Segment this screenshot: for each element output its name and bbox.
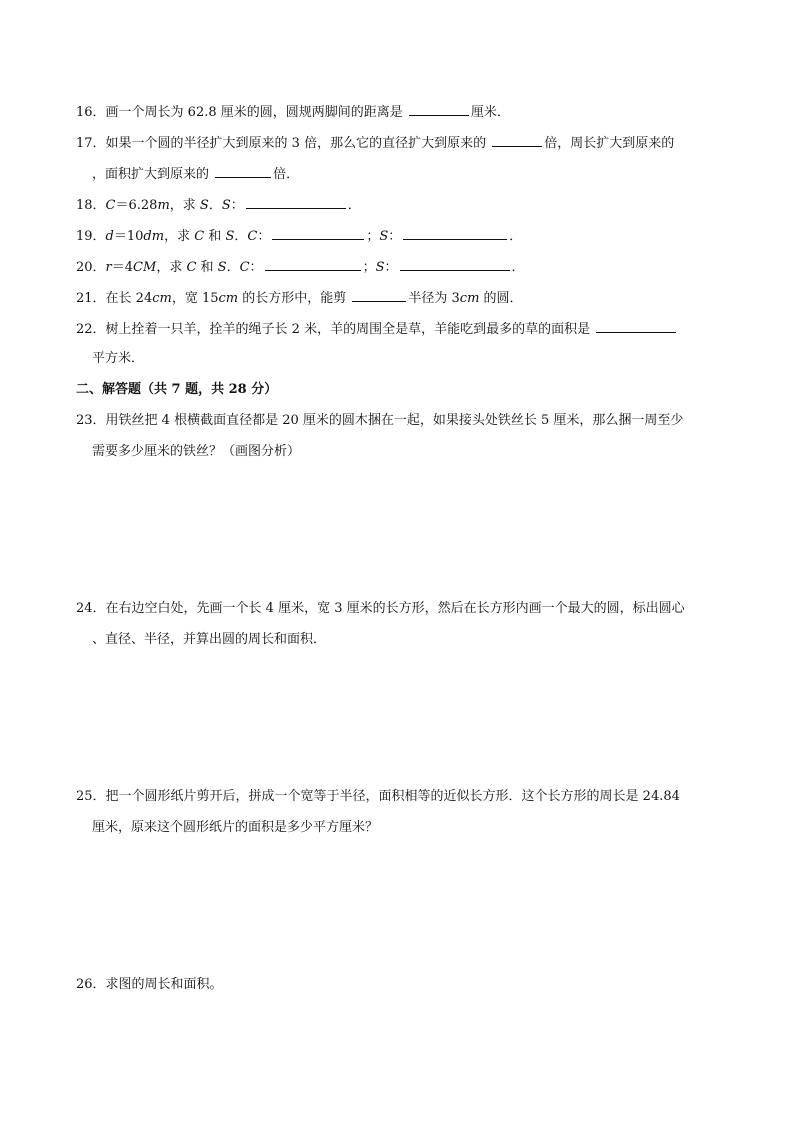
variable: S <box>221 198 231 213</box>
question-text: ： <box>230 198 244 213</box>
variable: S <box>225 229 235 244</box>
question-text: ： <box>257 229 271 244</box>
question-text: 和 <box>196 260 218 275</box>
question-text: 的长方形中，能剪 <box>238 291 351 306</box>
variable: r <box>105 260 112 275</box>
question-23-line2: 需要多少厘米的铁丝？（画图分析） <box>92 444 301 459</box>
question-text: ： <box>388 229 402 244</box>
question-text: ＝10 <box>113 229 144 244</box>
unit: cm <box>218 291 239 306</box>
variable: C <box>105 198 116 213</box>
question-16 <box>76 102 510 122</box>
question-text: 平方米． <box>92 351 145 366</box>
question-17-text: 17．如果一个圆的半径扩大到原来的 3 倍，那么它的直径扩大到原来的 <box>76 136 491 151</box>
question-22-line2 <box>92 350 144 368</box>
question-19 <box>76 226 522 246</box>
question-24: 24．在右边空白处，先画一个长 4 厘米，宽 3 厘米的长方形，然后在长方形内画一个最大的圆，标出圆心 <box>76 601 685 616</box>
variable: C <box>239 260 250 275</box>
variable: S <box>199 198 209 213</box>
unit: CM <box>133 260 157 275</box>
question-17 <box>76 133 674 153</box>
question-number: 19． <box>76 229 106 244</box>
answer-blank[interactable] <box>403 226 507 240</box>
question-number: 20． <box>76 260 106 275</box>
question-text: 的圆． <box>479 291 523 306</box>
question-text: ，宽 15 <box>171 291 219 306</box>
question-text: ，求 <box>169 198 200 213</box>
answer-blank[interactable] <box>400 257 510 271</box>
variable: S <box>379 229 389 244</box>
variable: S <box>375 260 385 275</box>
unit: cm <box>459 291 480 306</box>
question-text: ． <box>226 260 240 275</box>
variable: C <box>247 229 258 244</box>
question-text: ，求 <box>164 229 195 244</box>
answer-blank[interactable] <box>352 288 406 302</box>
question-25: 25．把一个圆形纸片剪开后，拼成一个宽等于半径，面积相等的近似长方形．这个长方形的周长是 24.84 <box>76 789 680 804</box>
question-text: 21．在长 24 <box>76 291 153 306</box>
question-21 <box>76 288 523 308</box>
question-17-text-line2: ，面积扩大到原来的 <box>92 167 214 182</box>
question-23: 23．用铁丝把 4 根横截面直径都是 20 厘米的圆木捆在一起，如果接头处铁丝长 5 厘米，那么捆一周至少 <box>76 413 684 428</box>
question-22 <box>76 319 678 339</box>
answer-blank[interactable] <box>409 102 469 116</box>
question-text: ： <box>249 260 263 275</box>
answer-blank[interactable] <box>215 164 271 178</box>
section-heading: 二、解答题（共 7 题，共 28 分） <box>76 382 278 397</box>
question-text: ＝4 <box>111 260 134 275</box>
question-text: 和 <box>204 229 226 244</box>
unit: cm <box>152 291 172 306</box>
question-16-text-end: 厘米． <box>470 105 510 120</box>
variable: S <box>217 260 227 275</box>
answer-blank[interactable] <box>272 226 364 240</box>
question-text: ，求 <box>156 260 187 275</box>
question-17-line2 <box>92 164 299 184</box>
question-24-line2: 、直径、半径，并算出圆的周长和面积． <box>92 632 327 647</box>
question-text: ． <box>347 198 361 213</box>
question-text: ； <box>362 260 376 275</box>
question-text: ． <box>509 229 523 244</box>
question-17-text-mid: 倍，周长扩大到原来的 <box>544 136 675 151</box>
question-20 <box>76 257 525 277</box>
question-text: 22．树上拴着一只羊，拴羊的绳子长 2 米，羊的周围全是草，羊能吃到最多的草的面积是 <box>76 322 595 337</box>
variable: d <box>105 229 114 244</box>
unit: m <box>157 198 170 213</box>
question-number: 18． <box>76 198 106 213</box>
variable: C <box>186 260 197 275</box>
unit: dm <box>143 229 165 244</box>
question-text: ． <box>234 229 248 244</box>
question-25-line2: 厘米，原来这个圆形纸片的面积是多少平方厘米？ <box>92 820 379 835</box>
question-text: 半径为 3 <box>408 291 460 306</box>
answer-blank[interactable] <box>246 195 346 209</box>
question-text: ； <box>366 229 380 244</box>
question-text: ＝6.28 <box>115 198 158 213</box>
answer-blank[interactable] <box>492 133 542 147</box>
answer-blank[interactable] <box>596 319 676 333</box>
question-26: 26．求图的周长和面积。 <box>76 977 223 992</box>
question-text: ： <box>384 260 398 275</box>
question-18 <box>76 195 361 215</box>
answer-blank[interactable] <box>265 257 361 271</box>
question-text: ． <box>511 260 525 275</box>
question-17-text-end: 倍． <box>273 167 300 182</box>
question-16-text: 16．画一个周长为 62.8 厘米的圆，圆规两脚间的距离是 <box>76 105 407 120</box>
variable: C <box>194 229 205 244</box>
question-text: ． <box>208 198 222 213</box>
